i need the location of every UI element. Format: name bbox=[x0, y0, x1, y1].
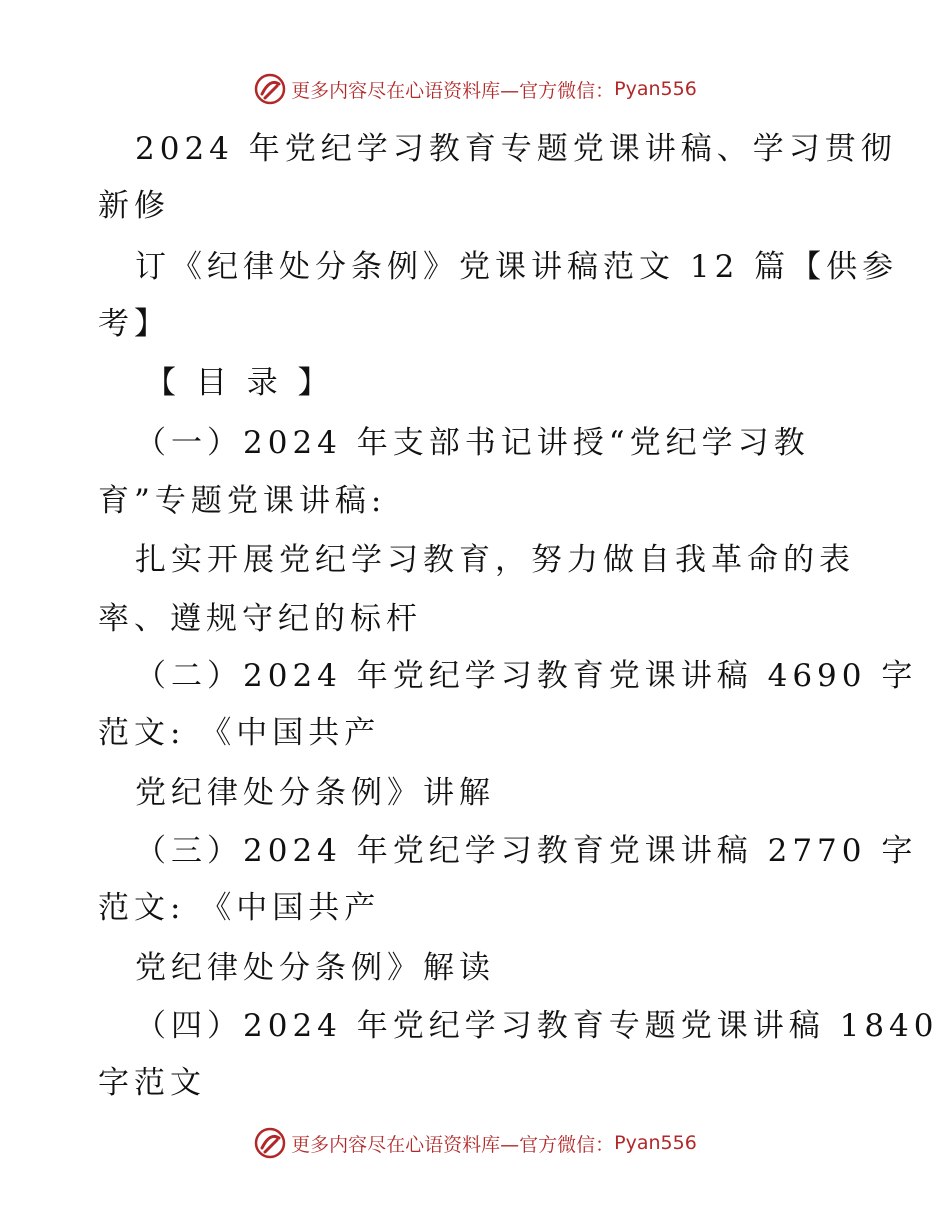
toc-item-line: 育”专题党课讲稿: bbox=[98, 483, 387, 519]
title-line: 新修 bbox=[98, 188, 170, 224]
toc-item-line: 范文: 《中国共产 bbox=[98, 890, 381, 926]
logo-icon bbox=[253, 1126, 287, 1160]
toc-heading: 【 目 录 】 bbox=[145, 365, 334, 401]
watermark-text: 更多内容尽在心语资料库—官方微信： bbox=[291, 79, 615, 102]
toc-item-line: （三）2024 年党纪学习教育党课讲稿 2770 字 bbox=[135, 833, 918, 869]
toc-item-line: 范文: 《中国共产 bbox=[98, 715, 381, 751]
watermark-wechat-id: Pyan556 bbox=[614, 1132, 697, 1154]
toc-item-line: 扎实开展党纪学习教育，努力做自我革命的表 bbox=[135, 542, 855, 578]
logo-icon bbox=[253, 72, 287, 106]
toc-item-line: 率、遵规守纪的标杆 bbox=[98, 601, 422, 637]
toc-item-line: （四）2024 年党纪学习教育专题党课讲稿 1840 bbox=[135, 1008, 939, 1044]
watermark-wechat-id: Pyan556 bbox=[614, 78, 697, 100]
watermark-header bbox=[0, 72, 950, 106]
toc-item-line: 党纪律处分条例》解读 bbox=[135, 950, 495, 986]
watermark-footer bbox=[0, 1126, 950, 1160]
watermark-text: 更多内容尽在心语资料库—官方微信： bbox=[291, 1133, 615, 1156]
toc-item-line: （二）2024 年党纪学习教育党课讲稿 4690 字 bbox=[135, 658, 918, 694]
toc-item-line: （一）2024 年支部书记讲授“党纪学习教 bbox=[135, 425, 810, 461]
toc-item-line: 字范文 bbox=[98, 1065, 206, 1101]
title-line: 考】 bbox=[98, 306, 170, 342]
toc-item-line: 党纪律处分条例》讲解 bbox=[135, 775, 495, 811]
title-line: 2024 年党纪学习教育专题党课讲稿、学习贯彻 bbox=[135, 131, 897, 167]
title-line: 订《纪律处分条例》党课讲稿范文 12 篇【供参 bbox=[135, 249, 899, 285]
